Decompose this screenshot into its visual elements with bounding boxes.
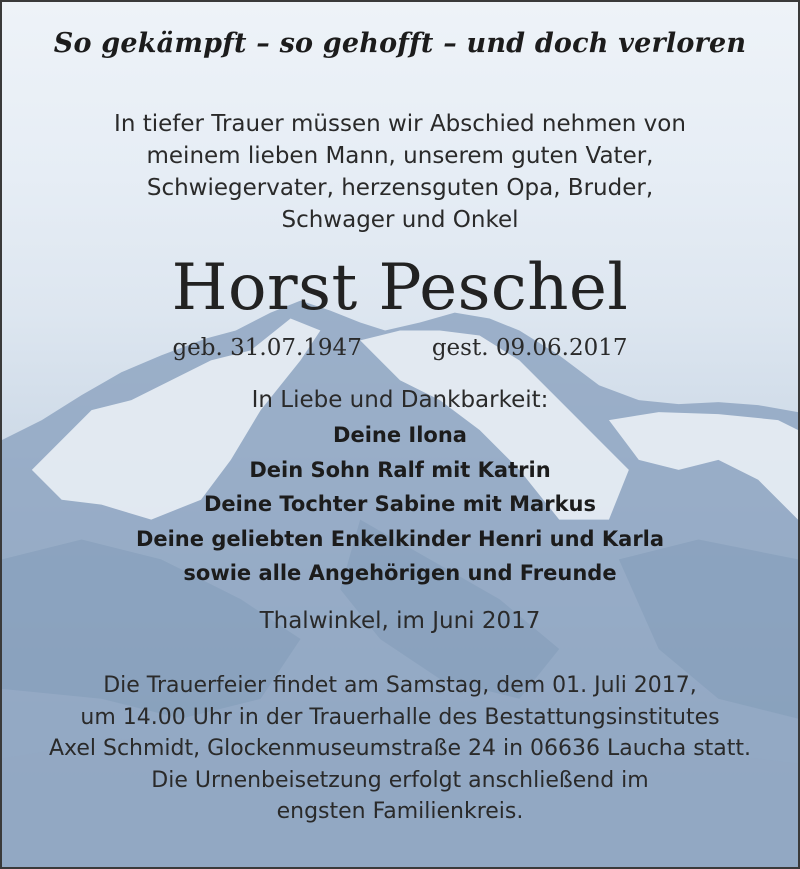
intro-line: Schwiegervater, herzensguten Opa, Bruder, bbox=[146, 175, 654, 201]
mourner-line: Deine geliebten Enkelkinder Henri und Karla bbox=[135, 526, 665, 551]
intro-line: meinem lieben Mann, unserem guten Vater, bbox=[146, 143, 654, 169]
mourner-line: Dein Sohn Ralf mit Katrin bbox=[249, 457, 551, 482]
motto-heading: So gekämpft – so gehofft – und doch verloren bbox=[53, 28, 747, 59]
life-dates bbox=[2, 335, 798, 361]
notice-line: Die Trauerfeier findet am Samstag, dem 01. Juli 2017, bbox=[103, 673, 697, 698]
funeral-notice bbox=[2, 670, 798, 828]
intro-line: Schwager und Onkel bbox=[281, 207, 519, 233]
intro-text bbox=[2, 108, 798, 236]
notice-line: engsten Familienkreis. bbox=[276, 799, 524, 824]
place-and-date: Thalwinkel, im Juni 2017 bbox=[259, 608, 541, 634]
mourner-line: Deine Ilona bbox=[333, 423, 467, 447]
gratitude-line: In Liebe und Dankbarkeit: bbox=[251, 387, 549, 413]
intro-line: In tiefer Trauer müssen wir Abschied nehmen von bbox=[114, 111, 686, 137]
notice-line: Axel Schmidt, Glockenmuseumstraße 24 in 06636 Laucha statt. bbox=[48, 736, 752, 761]
mourners-list bbox=[2, 418, 798, 591]
birth-date: geb. 31.07.1947 bbox=[172, 335, 362, 361]
notice-line: um 14.00 Uhr in der Trauerhalle des Bestattungsinstitutes bbox=[80, 704, 720, 730]
death-date: gest. 09.06.2017 bbox=[431, 335, 628, 361]
mourner-line: sowie alle Angehörigen und Freunde bbox=[183, 561, 617, 585]
notice-line: Die Urnenbeisetzung erfolgt anschließend im bbox=[151, 767, 649, 793]
deceased-name: Horst Peschel bbox=[171, 251, 629, 325]
mourner-line: Deine Tochter Sabine mit Markus bbox=[204, 492, 596, 516]
